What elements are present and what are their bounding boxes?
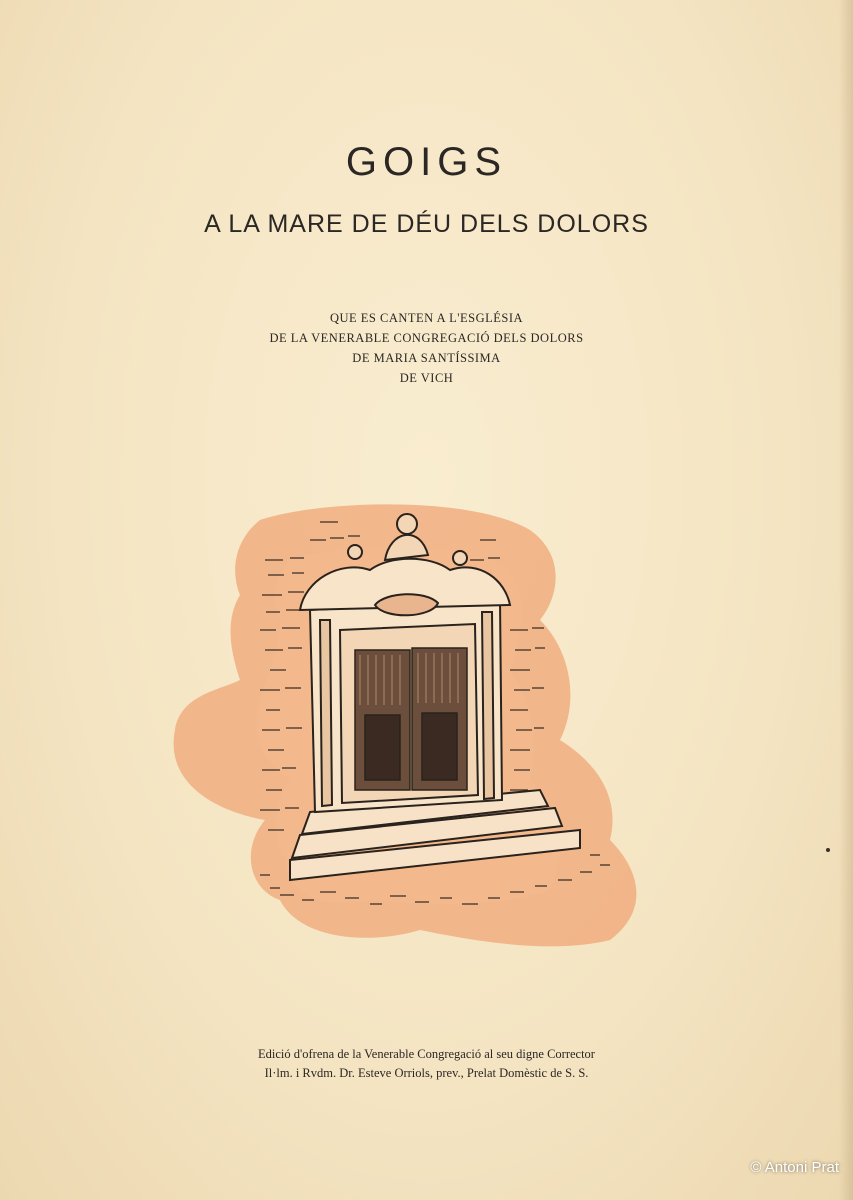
dedication-line-3: DE MARIA SANTÍSSIMA: [352, 351, 501, 365]
dedication-block: [0, 308, 853, 388]
church-portal-illustration: [170, 500, 670, 950]
page-title: GOIGS: [345, 140, 508, 184]
footer-line-1: Edició d'ofrena de la Venerable Congregació al seu digne Corrector: [258, 1047, 595, 1061]
portal-engraving-svg: [170, 500, 670, 950]
copyright-watermark: © Antoni Prat: [750, 1159, 839, 1176]
page-subtitle: A LA MARE DE DÉU DELS DOLORS: [204, 210, 649, 238]
paper-speck: [826, 848, 830, 852]
dedication-line-1: QUE ES CANTEN A L'ESGLÉSIA: [329, 311, 524, 325]
footer-line-2: Il·lm. i Rvdm. Dr. Esteve Orriols, prev., Prelat Domèstic de S. S.: [264, 1066, 589, 1080]
footer-dedication: [0, 1045, 853, 1083]
dedication-line-4: DE VICH: [399, 371, 454, 385]
dedication-line-2: DE LA VENERABLE CONGREGACIÓ DELS DOLORS: [269, 331, 584, 345]
